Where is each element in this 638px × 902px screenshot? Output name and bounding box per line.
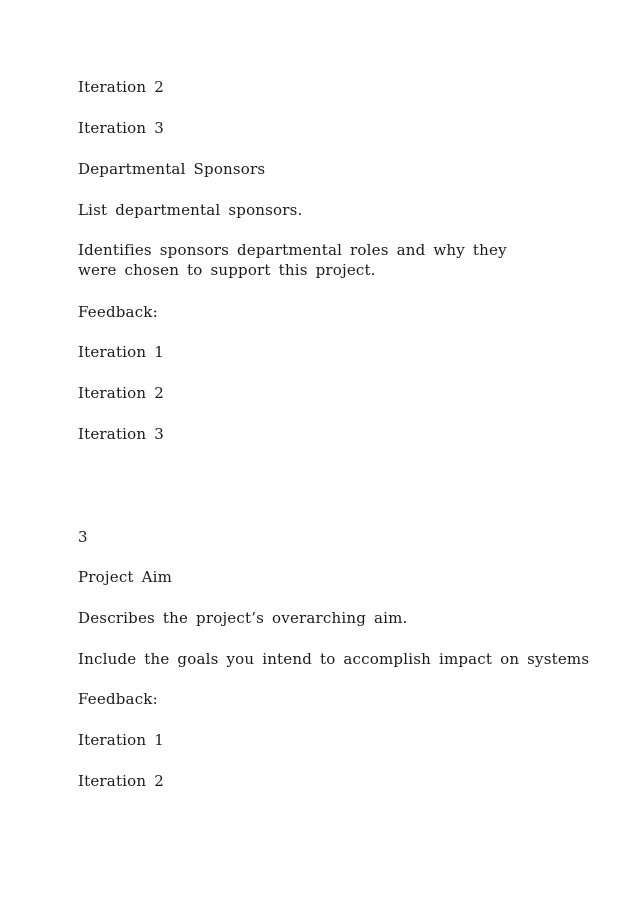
text-line: Iteration 2 [78, 772, 164, 790]
text-line: Iteration 3 [78, 425, 164, 443]
page-number: 3 [78, 528, 88, 546]
text-line: Iteration 1 [78, 343, 164, 361]
text-line: Iteration 2 [78, 384, 164, 402]
text-line: List departmental sponsors. [78, 201, 303, 219]
text-line: Include the goals you intend to accomplish impact on systems [78, 650, 590, 668]
text-line: Iteration 3 [78, 119, 164, 137]
section-heading: Departmental Sponsors [78, 160, 266, 178]
text-line: Describes the project’s overarching aim. [78, 609, 408, 627]
section-heading: Project Aim [78, 568, 173, 586]
feedback-label: Feedback: [78, 690, 158, 708]
text-line: Iteration 1 [78, 731, 164, 749]
text-paragraph: Identifies sponsors departmental roles and why they were chosen to support this project. [78, 241, 507, 279]
feedback-label: Feedback: [78, 303, 158, 321]
text-line: Iteration 2 [78, 78, 164, 96]
